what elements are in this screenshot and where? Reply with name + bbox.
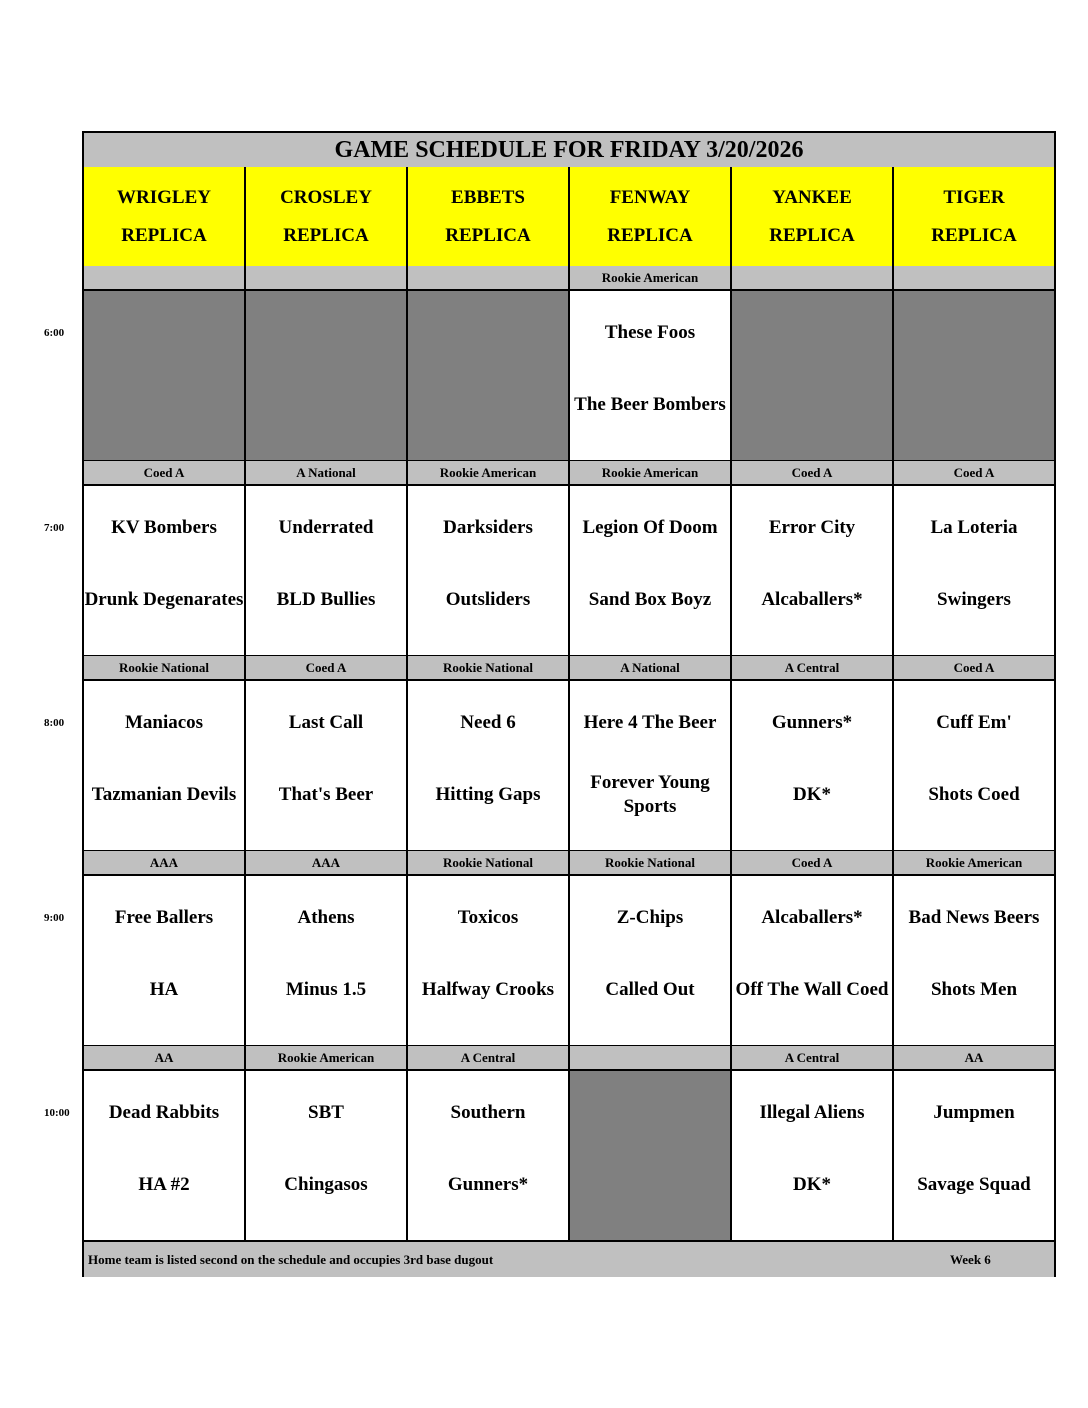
game-cell: [732, 876, 894, 1045]
time-label: 10:00: [44, 1107, 70, 1119]
home-team: The Beer Bombers: [574, 394, 726, 415]
game-row: [84, 876, 1054, 1048]
game-cell: [246, 681, 408, 850]
game-cell: [84, 486, 246, 655]
schedule-footer: [84, 1242, 1054, 1277]
division-label: Coed A: [732, 851, 894, 874]
field-name: TIGER: [943, 187, 1005, 208]
field-header-1: [84, 167, 246, 266]
field-header-2: [246, 167, 408, 266]
field-subtitle: REPLICA: [769, 225, 855, 246]
away-team: Legion Of Doom: [582, 517, 718, 538]
home-team: Tazmanian Devils: [91, 784, 237, 805]
away-team: Jumpmen: [933, 1102, 1015, 1123]
home-team: Forever Young Sports: [590, 772, 710, 817]
game-row: [84, 291, 1054, 463]
division-label: Rookie American: [570, 266, 732, 289]
field-header-5: [732, 167, 894, 266]
field-header-6: [894, 167, 1054, 266]
division-label: [732, 266, 894, 289]
division-label: AAA: [246, 851, 408, 874]
game-row: [84, 1071, 1054, 1243]
away-team: Underrated: [278, 517, 374, 538]
home-team: Off The Wall Coed: [735, 979, 889, 1000]
schedule-title-text: GAME SCHEDULE FOR FRIDAY 3/20/2026: [334, 136, 804, 163]
field-name: YANKEE: [772, 187, 852, 208]
game-cell: [246, 1071, 408, 1240]
away-team: Here 4 The Beer: [583, 712, 717, 733]
game-cell: [408, 1071, 570, 1240]
time-label: 9:00: [44, 912, 65, 924]
division-label: Coed A: [84, 461, 246, 484]
field-header-row: [84, 167, 1054, 268]
field-subtitle: REPLICA: [607, 225, 693, 246]
division-label: Coed A: [246, 656, 408, 679]
game-cell: [246, 486, 408, 655]
home-team: Sand Box Boyz: [588, 589, 712, 610]
division-label: AA: [84, 1046, 246, 1069]
away-team: Free Ballers: [114, 907, 214, 928]
home-team: BLD Bullies: [276, 589, 376, 610]
division-label: [408, 266, 570, 289]
game-cell: [894, 876, 1054, 1045]
field-header-3: [408, 167, 570, 266]
game-row: [84, 486, 1054, 658]
field-header-4: [570, 167, 732, 266]
home-team: That's Beer: [278, 784, 374, 805]
division-label: A Central: [732, 1046, 894, 1069]
home-team: DK*: [793, 1174, 831, 1195]
empty-slot: [894, 291, 1054, 460]
division-label: A Central: [408, 1046, 570, 1069]
division-row: [84, 461, 1054, 486]
division-label: Rookie American: [570, 461, 732, 484]
game-cell: [408, 486, 570, 655]
division-label: Coed A: [732, 461, 894, 484]
division-label: Rookie American: [408, 461, 570, 484]
footer-week: Week 6: [950, 1251, 991, 1267]
away-team: KV Bombers: [111, 517, 217, 538]
home-team: Hitting Gaps: [435, 784, 541, 805]
game-cell: [570, 876, 732, 1045]
empty-slot: [732, 291, 894, 460]
game-cell: [408, 681, 570, 850]
field-name: WRIGLEY: [117, 187, 211, 208]
away-team: Cuff Em': [936, 712, 1012, 733]
home-team: Halfway Crooks: [421, 979, 555, 1000]
division-row: [84, 266, 1054, 291]
home-team: HA #2: [138, 1174, 190, 1195]
division-label: A National: [570, 656, 732, 679]
division-label: Rookie American: [246, 1046, 408, 1069]
empty-slot: [246, 291, 408, 460]
away-team: SBT: [308, 1102, 344, 1123]
home-team: Drunk Degenarates: [84, 589, 244, 610]
division-label: A Central: [732, 656, 894, 679]
home-team: Minus 1.5: [285, 979, 367, 1000]
division-label: AA: [894, 1046, 1054, 1069]
game-schedule-table: [82, 131, 1056, 1277]
away-team: Z-Chips: [616, 907, 684, 928]
game-row: [84, 681, 1054, 853]
time-label: 7:00: [44, 522, 65, 534]
game-cell: [84, 876, 246, 1045]
away-team: Darksiders: [443, 517, 533, 538]
field-name: EBBETS: [451, 187, 525, 208]
home-team: Swingers: [937, 589, 1011, 610]
home-team: Outsliders: [445, 589, 531, 610]
field-subtitle: REPLICA: [931, 225, 1017, 246]
game-cell: [732, 1071, 894, 1240]
division-label: Rookie National: [570, 851, 732, 874]
away-team: Southern: [450, 1102, 526, 1123]
game-cell: [84, 681, 246, 850]
division-label: [894, 266, 1054, 289]
empty-slot: [570, 1071, 732, 1240]
game-cell: [894, 1071, 1054, 1240]
division-label: [84, 266, 246, 289]
division-label: Coed A: [894, 656, 1054, 679]
home-team: Alcaballers*: [761, 589, 863, 610]
division-row: [84, 851, 1054, 876]
away-team: Toxicos: [457, 907, 519, 928]
division-label: Coed A: [894, 461, 1054, 484]
game-cell: [246, 876, 408, 1045]
field-name: FENWAY: [609, 187, 691, 208]
away-team: Illegal Aliens: [759, 1102, 865, 1123]
game-cell: [894, 681, 1054, 850]
game-cell: [570, 291, 732, 460]
division-label: Rookie American: [894, 851, 1054, 874]
away-team: Dead Rabbits: [108, 1102, 220, 1123]
away-team: Alcaballers*: [761, 907, 863, 928]
game-cell: [408, 876, 570, 1045]
away-team: Bad News Beers: [908, 907, 1040, 928]
away-team: Need 6: [460, 712, 516, 733]
home-team: DK*: [793, 784, 831, 805]
home-team: HA: [149, 979, 179, 1000]
division-label: A National: [246, 461, 408, 484]
division-row: [84, 1046, 1054, 1071]
field-name: CROSLEY: [280, 187, 372, 208]
away-team: Gunners*: [771, 712, 853, 733]
empty-slot: [408, 291, 570, 460]
time-label: 8:00: [44, 717, 65, 729]
away-team: Error City: [768, 517, 856, 538]
division-label: [246, 266, 408, 289]
away-team: Last Call: [288, 712, 364, 733]
field-subtitle: REPLICA: [121, 225, 207, 246]
division-label: AAA: [84, 851, 246, 874]
away-team: These Foos: [604, 322, 696, 343]
game-cell: [570, 681, 732, 850]
home-team: Gunners*: [447, 1174, 529, 1195]
away-team: La Loteria: [930, 517, 1018, 538]
time-label: 6:00: [44, 327, 65, 339]
game-cell: [732, 681, 894, 850]
game-cell: [84, 1071, 246, 1240]
division-label: Rookie National: [408, 851, 570, 874]
division-label: Rookie National: [408, 656, 570, 679]
division-row: [84, 656, 1054, 681]
home-team: Called Out: [605, 979, 695, 1000]
home-team: Shots Coed: [928, 784, 1020, 805]
division-label: Rookie National: [84, 656, 246, 679]
field-subtitle: REPLICA: [283, 225, 369, 246]
home-team: Chingasos: [284, 1174, 368, 1195]
schedule-title: [84, 133, 1054, 169]
footer-note: Home team is listed second on the schedule and occupies 3rd base dugout: [88, 1251, 494, 1267]
game-cell: [894, 486, 1054, 655]
game-cell: [570, 486, 732, 655]
home-team: Shots Men: [930, 979, 1018, 1000]
division-label: [570, 1046, 732, 1069]
field-subtitle: REPLICA: [445, 225, 531, 246]
home-team: Savage Squad: [917, 1174, 1031, 1195]
empty-slot: [84, 291, 246, 460]
game-cell: [732, 486, 894, 655]
away-team: Athens: [297, 907, 355, 928]
away-team: Maniacos: [124, 712, 204, 733]
